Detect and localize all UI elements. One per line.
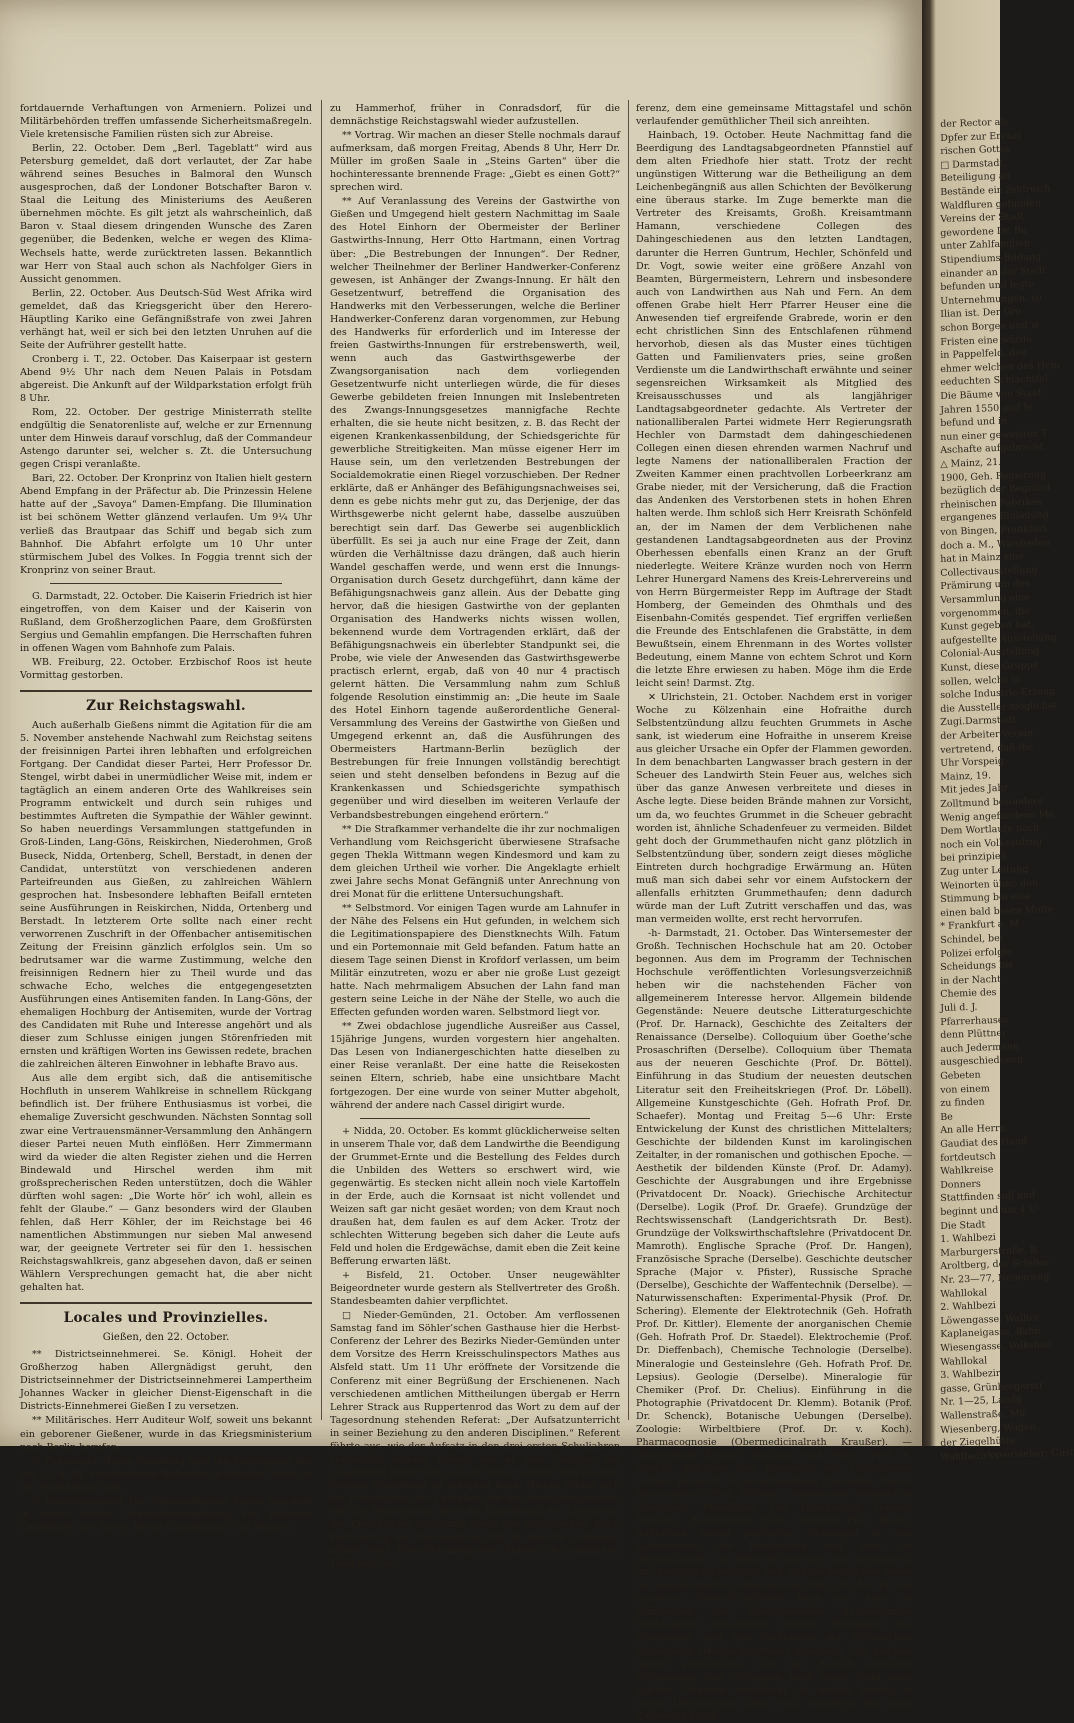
facing-page-fragment: rischen Gottes bbox=[940, 143, 1011, 158]
facing-page-fragment: befund und in bbox=[940, 415, 1008, 430]
divider bbox=[360, 1118, 590, 1119]
facing-page-fragment: Aroltberg, der Schiller bbox=[940, 1257, 1050, 1273]
provincial-item-nidda: + Nidda, 20. October. Es kommt glücklicherweise selten in unserem Thale vor, daß dem Landwirthe die Beendigung der Grummet-Ernte und die Bestellung des Feldes durch die Unbilden des Wetters so erschwert wird, wie gegenwärtig. Es stecken nicht allein noch viele Kartoffeln in der Erde, auch die Kornsaat ist nicht vollendet und Weizen saft gar nicht gesäet worden; von dem Kraut noch draußen hat, dem faulen es auf dem Acker. Trotz der schlechten Witterung begeben sich daher die Leute aufs Feld und holen die Erdgewächse, damit eben die Zeit keine Befferung erwarten läßt. bbox=[330, 1125, 620, 1268]
facing-page-fragment: beginnt und um 4 U bbox=[940, 1203, 1037, 1218]
facing-page-fragment: zu finden bbox=[940, 1096, 985, 1110]
facing-page-fragment: ausgeschiedenen bbox=[940, 1054, 1024, 1069]
facing-page-fragment: △ Mainz, 21. bbox=[940, 456, 1002, 470]
facing-page-fragment: von einem bbox=[940, 1082, 991, 1096]
facing-page-fragment: ergangenes Einladung bbox=[940, 509, 1049, 525]
column-3 bbox=[636, 102, 912, 1722]
facing-page-fragment: Waldfluren gefunden bbox=[940, 197, 1042, 212]
facing-page-fragment: Scheidungs bis bbox=[940, 959, 1014, 974]
facing-page-fragment: Gaudiat des Hand bbox=[940, 1135, 1028, 1150]
facing-page-fragment: gewordene Dr. Bu bbox=[940, 224, 1028, 239]
facing-page-edge bbox=[922, 0, 1074, 1463]
facing-page-fragment: Nr. 23—77, Neuenweg bbox=[940, 1271, 1050, 1286]
facing-page-fragment: Wenig angefundene Mo bbox=[940, 808, 1055, 824]
facing-page-fragment: Wahlbezirksvorsteher: Gust bbox=[940, 1447, 1074, 1463]
intro-paragraph: fortdauernde Verhaftungen von Armeniern. Polizei und Militärbehörden treffen umfassende Sicherheitsmaßregeln. Viele kretensische Familien rüsten sich zur Abreise. bbox=[20, 103, 312, 141]
facing-page-fragment: Die Bäume von Staat bbox=[940, 387, 1042, 402]
facing-page-fragment: unter Zahlfamilien bbox=[940, 238, 1031, 253]
facing-page-fragment: □ Darmstadt, bbox=[940, 157, 1007, 171]
facing-page-fragment: der Arbeiter-Verein bbox=[940, 727, 1034, 742]
provincial-item-bisfeld: + Bisfeld, 21. October. Unser neugewählter Beigeordneter wurde gestern als Stellvertreter des Großh. Standesbeamten dahier verpflichtet. bbox=[330, 1270, 620, 1308]
facing-page-fragment: An alle Herrn bbox=[940, 1123, 1006, 1137]
facing-page-fragment: Fristen eine würde bbox=[940, 333, 1032, 348]
column-2 bbox=[330, 102, 620, 1570]
local-item-gastwirthe: ** Auf Veranlassung des Vereins der Gastwirthe von Gießen und Umgegend hielt gestern Nachmittag im Saale des Hotel Einhorn der Obermeister der Berliner Gastwirths-Innung, Herr Otto Hartmann, einen Vortrag über: „Die Bestrebungen der Innungen“. Der Redner, welcher Theilnehmer der Berliner Handwerker-Conferenz gewesen, ist Anhänger der Zwangs-Innung. Er hält den Gesetzentwurf, betreffend die Organisation des Handwerks mit den Verbesserungen, welche die Berliner Handwerker-Conferenz daran vorgenommen, zur Hebung des Handwerks für erforderlich und im Interesse der freien Gastwirths-Innungen für erstrebenswerth, weil, wenn auch das Gastwirthsgewerbe der Zwangsorganisation nach dem vorliegenden Gesetzentwurfe nicht unterliegen würde, die für dieses Gewerbe gebildeten freien Innungen mit Inslebentreten des Zwangs-Innungsgesetzes mannigfache Rechte erhalten, die sie heute nicht besitzen, z. B. das Recht der eigenen Krankenkassenbildung, der Schiedsgerichte für gewerbliche Streitigkeiten. Man müsse eigener Herr im Hause sein, um den verletzenden Bestrebungen der Socialdemokratie einen Riegel vorzuschieben. Der Redner erklärte, daß er Anhänger des Befähigungsnachweises sei, denn es gebe nichts mehr gut zu, das Derjenige, der das Wirthsgewerbe nicht gelernt habe, dasselbe auszuüben berechtigt sein darf. Das Gewerbe sei augenblicklich überfüllt. Es sei ja auch nur eine Frage der Zeit, dann würden die Verhältnisse dazu drängen, daß auch hierin Wandel geschaffen werde, und wenn erst die Innungs-Organisation durch Gesetz durchgeführt, dann käme der Befähigungsnachweis ganz allein. Aus der Debatte ging hervor, daß die hiesigen Gastwirthe von der geplanten Organisation des Handwerks nichts wissen wollen, bekennend wurde dem Vortragenden erklärt, daß der Befähigungsnachweis ein überlebter Standpunkt sei, die Probe, wie viele der Anwesenden das Gastwirthsgewerbe practisch erlernt, ergab, daß von 40 nur 4 practisch gelernt hätten. Die Versammlung nahm zum Schluß folgende Resolution einstimmig an: „Die heute im Saale des Hotel Einhorn tagende außerordentliche General-Versammlung des Vereins der Gastwirthe von Gießen und Umgegend erkennt an, daß die Ausführungen des Obermeisters Hartmann-Berlin bezüglich der Bestrebungen für freie Innungen vollständig berechtigt seien und steht denselben befondens in Bezug auf die Krankenkassen und Schiedsgerichte sympathisch gegenüber und wird dieselben im weiteren Verlaufe der Verbandsbestrebungen eingehend erörtern.“ bbox=[330, 196, 620, 821]
facing-page-fragment: Die Stadt bbox=[940, 1219, 986, 1232]
facing-page-fragment: gasse, Grünbergerstr bbox=[940, 1380, 1044, 1395]
facing-page-fragment: Gebeten bbox=[940, 1069, 981, 1082]
facing-page-fragment: Wahllokal bbox=[940, 1354, 988, 1368]
facing-page-fragment: schon Borgen und w bbox=[940, 319, 1040, 334]
local-item-cont: zu Hammerhof, früher in Conradsdorf, für die demnächstige Reichstagswahl wieder aufzustellen. bbox=[330, 103, 620, 128]
facing-page-fragment: aufgestellte Ausstellung bbox=[940, 631, 1057, 647]
facing-page-fragment: Kunst gegeben hat, bbox=[940, 618, 1035, 634]
facing-page-fragment: Zolltmund besondere bbox=[940, 795, 1044, 810]
facing-page-fragment: Versammlung eine bbox=[940, 591, 1030, 606]
facing-page-fragment: Dpfer zur Erenzi bbox=[940, 129, 1021, 144]
facing-page-fragment: Wahllokal bbox=[940, 1286, 988, 1300]
divider bbox=[20, 1302, 312, 1304]
facing-page-fragment: denn Plüttner bbox=[940, 1027, 1007, 1042]
facing-page-fragment: befunden und legte bbox=[940, 278, 1035, 294]
facing-page-fragment: Wallenstraße, Mü bbox=[940, 1408, 1026, 1422]
local-item-3: ** Fahneneid. Heute Vormittag fand die Vereidigung der am 13. d. M. eingetretenen Rekruten in üblicher Weise in der Stadtkirche statt. bbox=[20, 1455, 312, 1493]
facing-page-fragment: fortdeutsch bbox=[940, 1150, 996, 1164]
local-item-ausreisser: ** Zwei obdachlose jugendliche Ausreißer aus Cassel, 15jährige Jungens, wurden vorgestern hier angehalten. Das Lesen von Indianergeschichten hatte dieselben zu einer Reise veranlaßt. Der eine hatte die Reisekosten seinen Eltern, schrieb, habe eine unsichtbare Macht fortgezogen. Der eine wurde von seiner Mutter abgeholt, während der andere nach Cassel dirigirt wurde. bbox=[330, 1021, 620, 1111]
facing-page-fragment: Wiesenberg, Wagen bbox=[940, 1421, 1037, 1436]
facing-page-fragment: Löwengasse, Walltor bbox=[940, 1312, 1041, 1327]
facing-page-fragment: solche Industrie-Erzeug bbox=[940, 686, 1056, 702]
facing-page-fragment: Juli d. J. bbox=[940, 1001, 978, 1014]
facing-page-fragment: einander an der Stadt bbox=[940, 264, 1047, 280]
dateline: Gießen, den 22. October. bbox=[102, 1332, 230, 1344]
divider bbox=[20, 690, 312, 692]
facing-page-fragment: Ilian ist. Der Gro bbox=[940, 306, 1022, 321]
facing-page-fragment: Wahlkreise bbox=[940, 1164, 994, 1178]
facing-page-fragment: Uhr Vorspeig. bbox=[940, 755, 1008, 770]
facing-page-fragment: der Rector als bbox=[940, 116, 1009, 130]
facing-page-fragment: 3. Wahlbezir bbox=[940, 1368, 1001, 1382]
local-item-vortrag: ** Vortrag. Wir machen an dieser Stelle nochmals darauf aufmerksam, daß morgen Freitag, Abends 8 Uhr, Herr Dr. Müller im großen Saale in „Steins Garten“ über die hochinteressante brennende Frage: „Giebt es einen Gott?“ sprechen wird. bbox=[330, 130, 620, 194]
facing-page-fragment: Nr. 1—25, Landg bbox=[940, 1394, 1023, 1409]
facing-page-fragment: Collectivausstellung bbox=[940, 564, 1038, 579]
facing-page-fragment: Unternehmungen, so bbox=[940, 292, 1043, 307]
facing-page-fragment: Schindel, bei bbox=[940, 932, 1004, 946]
section-heading-locales: Locales und Provinzielles. bbox=[63, 1310, 269, 1327]
news-item-freiburg: WB. Freiburg, 22. October. Erzbischof Roos ist heute Vormittag gestorben. bbox=[20, 656, 312, 681]
facing-page-fragment: bezüglich der Begründ bbox=[940, 482, 1051, 498]
facing-page-fragment: bei prinzipiell bbox=[940, 851, 1007, 865]
facing-page-fragment: Vereins der Stadt bbox=[940, 211, 1025, 226]
facing-page-fragment: Weinorten über, den bbox=[940, 877, 1039, 892]
facing-page-fragment: Marburgerstraße, B bbox=[940, 1244, 1038, 1259]
facing-page-fragment: Polizei erfolgte bbox=[940, 946, 1013, 960]
facing-page-fragment: Jahren 1550 und le bbox=[940, 401, 1033, 416]
facing-page-fragment: Mainz, 19. bbox=[940, 770, 992, 783]
facing-page-fragment: eeduchten Schlachtfel bbox=[940, 373, 1048, 389]
facing-page-fragment: noch ein Volksaufzug bbox=[940, 836, 1043, 851]
facing-page-fragment: Kunst, diese Gruppe bbox=[940, 659, 1039, 674]
provincial-item-cont: ferenz, dem eine gemeinsame Mittagstafel und schön verlaufender gemüthlicher Theil sich anreihten. bbox=[636, 103, 912, 128]
facing-page-fragment: die Aussteller möglichst bbox=[940, 699, 1057, 715]
column-rule bbox=[321, 100, 322, 1420]
facing-page-fragment: auch Jedermann bbox=[940, 1041, 1020, 1055]
facing-page-fragment: der Ziegelhütte bbox=[940, 1435, 1016, 1450]
facing-page-fragment: Aschafte aufgebracht. bbox=[940, 441, 1047, 457]
news-item-bari: Bari, 22. October. Der Kronprinz von Italien hielt gestern Abend Empfang in der Präfectur ab. Die Prinzessin Helene hatte auf der „Savoya“ Damen-Empfang. Die Illumination ist bei schönem Wetter glänzend verlaufen. Um 9¼ Uhr verließ das Brautpaar das Schiff und begab sich zum Bahnhof. Die Abfahrt erfolgte um 10 Uhr unter stürmischem Jubel des Volkes. In Foggia trennt sich der Kronprinz von seiner Braut. bbox=[20, 473, 312, 576]
column-1 bbox=[20, 102, 312, 1533]
news-item-berlin-2: Berlin, 22. October. Aus Deutsch-Süd West Afrika wird gemeldet, daß das Kriegsgericht über den Herero-Häuptling Kariko eine Gefängnißstrafe von zwei Jahren verhängt hat, weil er sich bei den letzten Unruhen auf die Seite der Aufrührer gestellt hatte. bbox=[20, 287, 312, 351]
facing-page-fragment: Be bbox=[940, 1111, 954, 1123]
provincial-item-darmstadt-hochschule: -h- Darmstadt, 21. October. Das Wintersemester der Großh. Technischen Hochschule hat am 20. October begonnen. Aus dem im Programm der Technischen Hochschule veröffentlichten Vorlesungsverzeichniß heben wir die nachstehenden Fächer von allgemeinerem Interesse hervor. Allgemein bildende Gegenstände: Neuere deutsche Litteraturgeschichte (Prof. Dr. Harnack), Geschichte des Zeitalters der Renaissance (Derselbe). Colloquium über Goethe’sche Prosaschriften (Derselbe). Colloquium über Themata aus der neueren Geschichte (Prof. Dr. Böttel). Einführung in das Studium der neuesten deutschen Literatur seit den Freiheitskriegen (Prof. Dr. Löbell). Allgemeine Kunstgeschichte (Geh. Hofrath Prof. Dr. Schaefer). Montag und Freitag 5—6 Uhr: Erste Entwickelung der Kunst des christlichen Mittelalters; Geschichte der bildenden Kunst im karolingischen Zeitalter, in der romanischen und gothischen Epoche. — Aesthetik der bildenden Künste (Prof. Dr. Adamy). Geschichte der Ausgrabungen und ihre Ergebnisse (Privatdocent Dr. Noack). Griechische Architectur (Derselbe). Logik (Prof. Dr. Graefe). Grundzüge der Rechtswissenschaft (Landgerichtsrath Dr. Best). Grundzüge der Volkswirthschaftslehre (Privatdocent Dr. Mamroth). Englische Sprache (Prof. Dr. Hangen), Französische Sprache (Derselbe). Geschichte deutscher Sprache (Major v. Pfister), Russische Sprache (Derselbe), Geschichte der Waffentechnik (Derselbe). — Naturwissenschaften: Experimental-Physik (Prof. Dr. Schering). Elemente der Elektrotechnik (Geh. Hofrath Prof. Dr. Kittler). Elemente der anorganischen Chemie (Geh. Hofrath Prof. Dr. Staedel). Elektrochemie (Prof. Dr. Dieffenbach), Chemische Technologie (Derselbe). Mineralogie und Gesteinslehre (Geh. Hofrath Prof. Dr. Lepsius). Geologie (Derselbe). Mineralogie für Chemiker (Prof. Dr. Chelius). Einführung in die Photographie (Privatdocent Dr. Klemm). Botanik (Prof. Dr. Schenck), Botanische Uebungen (Derselbe). Zoologie: Wirbeltbiere (Prof. Dr. v. Koch). Pharmacognosie (Obermedicinalrath Kraußer). — Darstellende Künste: Zeichnen und Malen (Prof. A. Noack). Zeichnen und Entwerfen von Ornamenten (Lehrer Barnest), Ornamentzeichnen (Derselbe). Innen-Decorationen (Prof. Wickop), Angewandte Perspective (Derselbe). Modelliren von Ornamenten (Lehrer Barnest). Bauzeichnen (Geh. Baurath Prof. Marx). Außerdem finden practische Uebungen in den Laboratorien der Hochschule und zwar im physikalischen, im elektrotechnischen, im chemischen, im chemisch-technischen und elektrochemischen sowie im mineralogischen Laboratorium statt. Die Zeit für die einzelnen Unterrichtsfächer kann aus dem im Erdgeschoß des Hauptgebäudes ausgehängten Stundenplan entnommen werden. Exemplare des Programms sind vom Secretariat der Technischen Hochschule (Hochschulstraße) erhältlich. Wir machen darauf aufmerksam, daß der Besuch einzelner Vorlesungen und Uebungen nach freier Wahl auch solchen Männern ermöglicht ist, welche bereits in einem Lebensberuf thätig sind. Dieselben find nach Zulassung durch bbox=[636, 927, 912, 1722]
wahl-paragraph-1: Auch außerhalb Gießens nimmt die Agitation für die am 5. November anstehende Nachwahl zum Reichstag seitens der freisinnigen Partei ihren lebhaften und erfolgreichen Fortgang. Der Candidat dieser Partei, Herr Professor Dr. Stengel, wirbt dabei in unermüdlicher Weise mit, indem er tagtäglich an einem anderen Orte des Wahlkreises sein Programm entwickelt und durch sein ruhiges und bestimmtes Auftreten die Sympathie der Wähler gewinnt. So haben neuerdings Versammlungen stattgefunden in Groß-Linden, Lang-Göns, Reiskirchen, Niederohmen, Groß Buseck, Nidda, Ortenberg, Schell, Berstadt, in denen der Candidat, unterstützt von verschiedenen anderen Parteifreunden aus Gießen, zu zahlreichen Wählern gesprochen hat. Insbesondere lebhaften Beifall ernteten seine Ausführungen in Reiskirchen, Nidda, Ortenberg und Berstadt. In letzterem Orte sollte nach einer recht verworrenen Zuschrift in der Offenbacher antisemitischen Zeitung der Freisinn gänzlich erfolglos sein. Um so bedrutsamer war die warme Zustimmung, welche den freisinnigen Rednern hier zu Theil wurde und das schwache Echo, welches die entgegengesetzten Ausführungen eines Antisemiten fanden. In Lang-Göns, der ehemaligen Hochburg der Antisemiten, wurde der Vortrag des Candidaten mit Ruhe und Interesse angehört und als dieser zum Schlusse einigen jungen Störenfrieden mit ernsten und kräftigen Worten ins Gewissen redete, brachen die zahlreichen älteren Einwohner in lebhafte Bravo aus. bbox=[20, 720, 312, 1071]
facing-page-fragment: vorgenommen, die bbox=[940, 605, 1031, 620]
facing-page-fragment: Dem Wortlaute nach bbox=[940, 822, 1040, 838]
facing-page-fragment: Mit jedes Jahr bbox=[940, 783, 1009, 797]
facing-page-fragment: Chemie des bbox=[940, 987, 997, 1001]
facing-page-fragment: Zug unter Leitung bbox=[940, 863, 1029, 878]
facing-page-fragment: Stattfinden soll und bbox=[940, 1190, 1036, 1205]
news-item-berlin-1: Berlin, 22. October. Dem „Berl. Tageblatt“ wird aus Petersburg gemeldet, daß dort verlautet, der Zar habe während seines Besuches in Balmoral den Wunsch ausgesprochen, daß der Londoner Botschafter Baron v. Staal die Leitung des Ministeriums des Aeußeren übernehmen möchte. Es gilt jetzt als wahrscheinlich, daß Baron v. Staal diesem dringenden Wunsche des Zaren gegenüber, die Bedenken, welche er wegen des Klima-Wechsels hatte, werde zurücktreten lassen. Bekanntlich war Herr von Staal auch schon als Nachfolger Giers in Aussicht genommen. bbox=[20, 143, 312, 285]
news-item-darmstadt: G. Darmstadt, 22. October. Die Kaiserin Friedrich ist hier eingetroffen, von dem Kaiser und der Kaiserin von Rußland, dem Großherzoglichen Paare, dem Großfürsten Sergius und Gemahlin empfangen. Die Herrschaften fuhren in offenen Wagen vom Bahnhofe zum Palais. bbox=[20, 590, 312, 654]
facing-page-fragment: sollen, welche in bbox=[940, 673, 1021, 688]
facing-page-fragment: 1900, Geh. Regierung bbox=[940, 468, 1047, 484]
local-item-2: ** Militärisches. Herr Auditeur Wolf, soweit uns bekannt ein geborener Gießener, wurde in das Kriegsministerium nach Berlin berufen. bbox=[20, 1415, 312, 1453]
facing-page-fragment: Donners bbox=[940, 1178, 982, 1191]
section-heading-reichstagswahl: Zur Reichstagswahl. bbox=[86, 698, 246, 715]
facing-page-fragment: nun einer geweisten T bbox=[940, 428, 1048, 443]
facing-page-fragment: Zugi.Darmstadt bbox=[940, 714, 1017, 729]
provincial-item-nieder-gemuenden: □ Nieder-Gemünden, 21. October. Am verflossenen Samstag fand im Söhler’schen Gasthause hier die Herbst-Conferenz der Lehrer des Bezirks Nieder-Gemünden unter dem Vorsitze des Herrn Kreisschulinspectors Mathes aus Alsfeld statt. Um 11 Uhr eröffnete der Vorsitzende die Conferenz mit einer Begrüßung der Erschienenen. Nach verschiedenen amtlichen Mittheilungen übergab er Herrn Lehrer Strack aus Ruppertenrod das Wort zu dem auf der Tagesordnung stehenden Referat: „Der Aufsatzunterricht in seiner Beziehung zu den anderen Disciplinen.“ Referent führte aus, wie der Aufsatz in den drei ersten Schuljahren vorbereitet werden müsse, wie er eine Centrale des gesammten Unterrichts sei und wie er seinen Stoff aus den übrigen Disciplinen zu schöpfen habe. Hieran schloß sich die Feststellung des Lehrplans für die Fortbildungsschule und die Besprechung über die Einrichtung der Lesekreise der Kreis-Lehrer-Bibliothek durch den Vorsitzenden. Nach Feststellung der Tagesordnung für die nächste Conferenz schloß Herr Kreis-Schulinspector Mathes den amtlichen Theil der Con- bbox=[330, 1310, 620, 1570]
facing-page-fragment: von Bingen, Frankfurt bbox=[940, 523, 1048, 538]
facing-page-fragment: einen bald besen Mofte bbox=[940, 903, 1054, 919]
facing-page-fragment: in Pappelfeld, den bbox=[940, 347, 1028, 362]
facing-page-fragment: Stipendiums-Bildung bbox=[940, 251, 1042, 266]
divider bbox=[50, 583, 282, 584]
provincial-item-hainbach: Hainbach, 19. October. Heute Nachmittag fand die Beerdigung des Landtagsabgeordneten Pfannstiel auf dem alten Friedhofe hier statt. Trotz der recht ungünstigen Witterung war die Betheiligung an dem Leichenbegängniß aus allen Schichten der Bevölkerung eine überaus starke. Im Zuge bemerkte man die Vertreter des Kreisamts, Großh. Kreisamtmann Hamann, verschiedene Collegen des Dahingeschiedenen aus den letzten Landtagen, darunter die Herren Guntrum, Hechler, Schönfeld und Dr. Vogt, sowie weiter eine größere Anzahl von Beamten, Bürgermeistern, Lehrern und insbesondere auch von Landwirthen aus Nah und Fern. An dem offenen Grabe hielt Herr Pfarrer Heuser eine die Anwesenden tief ergreifende Grabrede, worin er den echt christlichen Sinn des Entschlafenen rühmend hervorhob, diesen als das Muster eines tüchtigen Gatten und Familienvaters pries, seine großen Verdienste um die Landwirthschaft erwähnte und seiner segensreichen Wirksamkeit als Mitglied des Kreisausschusses und als langjähriger Landtagsabgeordneter gedachte. Als Vertreter der nationalliberalen Partei widmete Herr Regierungsrath Hechler von Darmstadt dem dahingeschiedenen Collegen einen diesen ehrenden warmen Nachruf und legte Namens der nationalliberalen Fraction der Zweiten Kammer einen prachtvollen Lorbeerkranz am Grabe nieder, mit der Versicherung, daß die Fraction das Andenken des Verstorbenen stets in hohen Ehren halten werde. Ihm schloß sich Herr Kreisrath Schönfeld an, der im Namen der dem Verblichenen nahe gestandenen Landtagsabgeordneten aus der Provinz Oberhessen ebenfalls einen Kranz an der Gruft niederlegte. Weitere Kränze wurden noch von Herrn Lehrer Hunergard Namens des Kreis-Lehrervereins und von Herrn Bürgermeister Repp im Auftrage der Stadt Homberg, der Gemeinden des Ohmthals und des Eisenbahn-Comités gespendet. Tief ergriffen verließen die Freunde des Entschlafenen die Grabstätte, in dem Bewußtsein, einem Ehrenmann in des Wortes vollster Bedeutung, einem Manne von echtem Schrot und Korn die letzte Ehre erwiesen zu haben. Möge ihm die Erde leicht sein! Darmst. Ztg. bbox=[636, 130, 912, 690]
news-item-rom: Rom, 22. October. Der gestrige Ministerrath stellte endgültig die Senatorenliste auf, welche er zur Ernennung unter dem Hinweis darauf vorschlug, daß der Commandeur Astengo darunter sei, welcher s. Zt. die Untersuchung gegen Crispi veranlaßte. bbox=[20, 407, 312, 471]
local-item-1: ** Districtseinnehmerei. Se. Königl. Hoheit der Großherzog haben Allergnädigst geruht, den Districtseinnehmer der Districtseinnehmerei Lampertheim Johannes Wacker in gleicher Dienst-Eigenschaft in die Districts-Einnehmerei Gießen I zu versetzen. bbox=[20, 1349, 312, 1413]
column-rule bbox=[628, 100, 629, 1420]
facing-page-fragment: Bestände ein zahlreich bbox=[940, 183, 1051, 198]
local-item-strafkammer: ** Die Strafkammer verhandelte die ihr zur nochmaligen Verhandlung vom Reichsgericht überwiesene Strafsache gegen Thekla Wittmann wegen Kindesmord und kam zu dem gleichen Urtheil wie vorher. Die Angeklagte erhielt zwei Jahre sechs Monat Gefängniß unter Anrechnung von drei Monat für die erlittene Untersuchungshaft. bbox=[330, 823, 620, 900]
local-item-selbstmord: ** Selbstmord. Vor einigen Tagen wurde am Lahnufer in der Nähe des Felsens ein Hut gefunden, in welchem sich die Legitimationspapiere des Dienstknechts Wilh. Fatum und ein Portemonnaie mit Geld befanden. Fatum hatte an diesem Tage seinen Dienst in Krofdorf verlassen, um beim Militär einzutreten, wozu er aber nie große Lust gezeigt hatte. Nach mehrmaligem Absuchen der Lahn fand man gestern seine Leiche in der Nähe der Stelle, wo auch die Effecten gefunden worden waren. Selbstmord liegt vor. bbox=[330, 902, 620, 1019]
facing-page-fragment: Prämirung um das bbox=[940, 578, 1030, 593]
facing-page-fragment: in der Nacht bbox=[940, 973, 1002, 987]
facing-page-fragment: Colonial-Ausstellung bbox=[940, 645, 1040, 661]
facing-page-fragment: doch a. M., Wiesbaden bbox=[940, 536, 1050, 552]
facing-page-fragment: rheinischen Fabrikan bbox=[940, 496, 1043, 511]
facing-page-fragment: hat in Mainz eine bbox=[940, 551, 1025, 566]
news-item-cronberg: Cronberg i. T., 22. October. Das Kaiserpaar ist gestern Abend 9½ Uhr nach dem Neuen Palais in Potsdam abgereist. Die Ankunft auf der Wildparkstation erfolgt früh 8 Uhr. bbox=[20, 353, 312, 405]
facing-page-fragment: ehmer welchen des Hein bbox=[940, 359, 1060, 375]
facing-page-fragment: 2. Wahlbezi bbox=[940, 1300, 996, 1314]
facing-page-fragment: Stimmung bei eine bbox=[940, 891, 1032, 906]
facing-page-fragment: * Frankfurt a. M bbox=[940, 918, 1020, 933]
facing-page-fragment: Pfarrerhauses bbox=[940, 1014, 1009, 1028]
facing-page-fragment: vertretend, daß die bbox=[940, 741, 1034, 756]
facing-page-fragment: 1. Wahlbezi bbox=[940, 1232, 996, 1246]
wahl-paragraph-2: Aus alle dem ergibt sich, daß die antisemitische Hochfluth in unserem Wahlkreise in schnellem Rückgang befindlich ist. Der frühere Enthusiasmus ist vorbei, die ehemalige Zuversicht geschwunden. Nächsten Sonntag soll zwar eine Vertrauensmänner-Versammlung den Anhängern dieser Partei neuen Muth einflößen. Herr Zimmermann wird da wieder die alten Register ziehen und die Herren Bindewald und Hirschel werden ihm mit großsprecherischen Reden unterstützen, doch die Wähler dürften wohl sagen: „Die Worte hör’ ich wohl, allein es fehlt der Glaube.“ — Ganz besonders wird der Glauben fehlen, daß Herr Köhler, der im Reichstage bei 46 namentlichen Abstimmungen nur sieben Mal anwesend war, der geeignete Vertreter sei für den 1. hessischen Reichstagswahlkreis, ganz abgesehen davon, daß er seinen Wählern Versprechungen gemacht hat, die aber nicht gehalten hat. bbox=[20, 1073, 312, 1294]
facing-page-fragment: Beteiligung an bbox=[940, 170, 1011, 185]
facing-page-fragment: Wiesengasse, Volksbau bbox=[940, 1339, 1052, 1354]
provincial-item-ulrichstein: ✕ Ulrichstein, 21. October. Nachdem erst in voriger Woche zu Kölzenhain eine Hofraithe durch Selbstentzündung allzu feuchten Grummets in Asche sank, ist wiederum eine Hofraithe in unserem Kreise aus gleicher Ursache ein Opfer der Flammen geworden. In dem benachbarten Langwasser brach gestern in der Scheuer des Landwirth Stein Feuer aus, welches sich über das ganze Anwesen verbreitete und dieses in Asche legte. Diese beiden Brände mahnen zur Vorsicht, um da, wo feuchtes Grummet in die Scheuer gebracht worden ist, ähnliche Schadenfeuer zu vermeiden. Bildet geht doch der Grummethaufen nicht ganz plötzlich in Selbstentzündung über, sondern zeigt dieses mögliche Eintreten durch hochgradige Erwärmung an. Hüten muß man sich dabei sehr vor einem Aufstockern der allenfalls erhitzten Grummethaufen; denn dadurch würde man der Luft Zutritt verschaffen und das, was man vermeiden wollte, erst recht hervorrufen. bbox=[636, 692, 912, 925]
facing-page-fragment: Kaplaneigasse, Bahn bbox=[940, 1325, 1041, 1341]
local-item-4: ** Reichstagswahl. Der Nationalliberale Verein beschloß in seiner letzten Generalversammlung, den früheren Candidaten der Partei, Herrn Gutspächter Carl Meinert bbox=[20, 1495, 312, 1533]
